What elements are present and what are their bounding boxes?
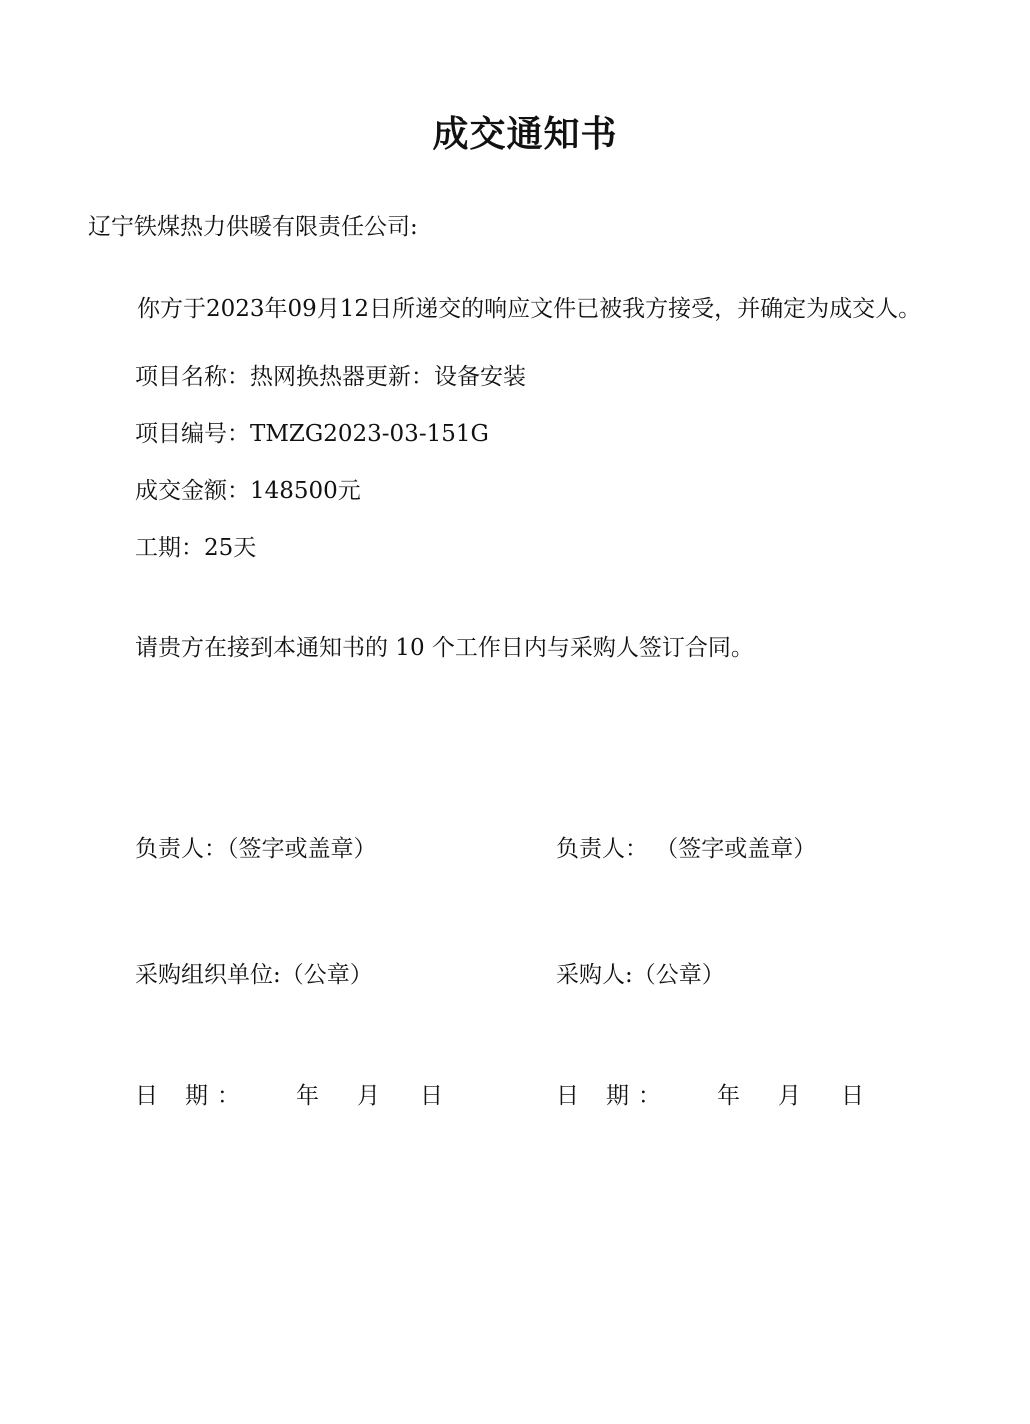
purchaser-responsible-signature: 负责人： （签字或盖章） — [556, 836, 817, 862]
contract-instruction: 请贵方在接到本通知书的 10 个工作日内与采购人签订合同。 — [135, 635, 754, 661]
supplier-responsible-signature: 负责人：（签字或盖章） — [135, 836, 377, 862]
date-label-char-2: 期 — [185, 1083, 208, 1109]
date-label-char-2: 期 — [606, 1083, 629, 1109]
date-day-label: 日 — [420, 1083, 443, 1109]
date-year-label: 年 — [717, 1083, 740, 1109]
date-day-label: 日 — [841, 1083, 864, 1109]
purchaser-seal: 采购人:（公章） — [556, 962, 725, 988]
date-label-char-1: 日 — [556, 1083, 579, 1109]
procurement-org-seal: 采购组织单位:（公章） — [135, 962, 373, 988]
project-name: 项目名称：热网换热器更新：设备安装 — [135, 364, 526, 390]
addressee: 辽宁铁煤热力供暖有限责任公司: — [88, 214, 418, 240]
date-colon: ： — [217, 1083, 240, 1109]
project-code: 项目编号：TMZG2023-03-151G — [135, 421, 489, 447]
work-period: 工期：25天 — [135, 535, 257, 561]
document-title: 成交通知书 — [432, 113, 618, 155]
date-month-label: 月 — [778, 1083, 801, 1109]
date-month-label: 月 — [357, 1083, 380, 1109]
deal-amount: 成交金额：148500元 — [135, 478, 361, 504]
date-label-char-1: 日 — [135, 1083, 158, 1109]
date-year-label: 年 — [296, 1083, 319, 1109]
date-colon: ： — [638, 1083, 661, 1109]
acceptance-paragraph: 你方于2023年09月12日所递交的响应文件已被我方接受，并确定为成交人。 — [137, 296, 922, 322]
